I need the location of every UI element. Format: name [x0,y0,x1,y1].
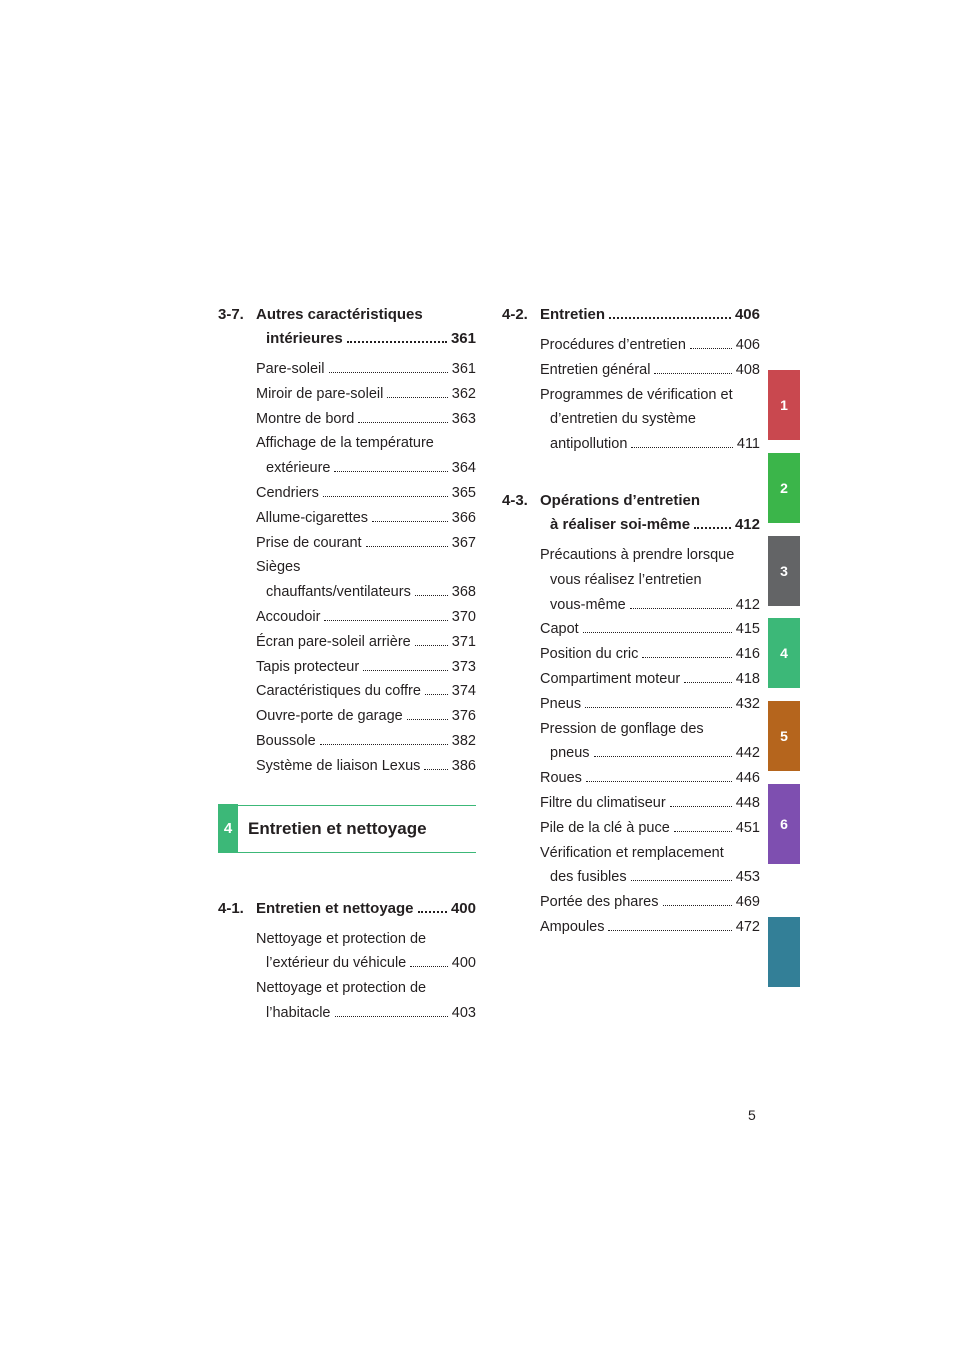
dot-leader [324,620,447,621]
toc-item[interactable] [256,481,476,506]
toc-item-text: Procédures d’entretien [540,337,686,353]
toc-item[interactable] [540,543,760,617]
toc-item[interactable] [540,642,760,667]
section-number: 3-7. [218,306,244,323]
toc-item[interactable] [540,890,760,915]
toc-items-4-2 [540,333,760,457]
toc-right-column [502,303,760,940]
toc-item-text: Boussole [256,732,316,749]
dot-leader [594,756,732,757]
toc-item-text: Roues [540,770,582,787]
toc-item-line [540,617,760,642]
toc-item-text: Système de liaison Lexus [256,757,421,774]
dot-leader [418,911,447,913]
chapter-tab-3[interactable]: 3 [768,536,800,606]
toc-item-text-cont: pneus [550,745,590,762]
toc-item-page: 367 [451,534,476,551]
toc-item-page: 365 [451,484,476,501]
toc-item[interactable] [256,754,476,779]
toc-item[interactable] [256,630,476,655]
dot-leader [586,781,732,782]
toc-items-3-7 [256,357,476,779]
dot-leader [690,348,732,349]
dot-leader [366,546,448,547]
toc-item[interactable] [256,531,476,556]
dot-leader [410,966,448,967]
toc-item-page: 366 [451,509,476,526]
toc-item-line [256,407,476,432]
toc-item[interactable] [540,333,760,358]
toc-item[interactable] [540,692,760,717]
toc-item-text: Pneus [540,695,582,712]
section-title: Autres caractéristiques [256,306,423,323]
toc-item-line [540,543,760,568]
toc-item[interactable] [256,605,476,630]
toc-item[interactable] [256,382,476,407]
dot-leader [609,317,731,319]
toc-item-line [540,568,760,593]
toc-item-text: Prise de courant [256,534,362,551]
toc-item[interactable] [256,679,476,704]
chapter-tab-index[interactable] [768,917,800,987]
toc-item-text-cont: extérieure [266,460,331,477]
section-title-cont: intérieures [266,330,343,347]
chapter-tab-4[interactable]: 4 [768,618,800,688]
toc-section-4-2[interactable] [502,303,760,327]
toc-item-page: 448 [735,794,760,811]
toc-item-line [256,506,476,531]
dot-leader [372,521,448,522]
toc-item-line [256,754,476,779]
toc-item-page: 386 [451,757,476,774]
dot-leader [415,595,448,596]
toc-item-text-cont: antipollution [550,436,628,453]
toc-item-line [256,456,476,481]
dot-leader [585,707,732,708]
dot-leader [424,769,447,770]
toc-item[interactable] [256,407,476,432]
toc-section-3-7[interactable] [218,303,476,351]
chapter-banner[interactable] [218,805,476,853]
toc-item[interactable] [540,791,760,816]
dot-leader [407,719,448,720]
dot-leader [654,373,731,374]
toc-item-text: Capot [540,621,579,638]
toc-item-page: 472 [735,918,760,935]
toc-item-page: 416 [735,646,760,663]
toc-item-page: 361 [451,361,476,377]
toc-item-line [256,555,476,580]
toc-item[interactable] [256,729,476,754]
toc-item-page: 453 [735,869,760,886]
dot-leader [631,880,732,881]
toc-item-line [540,766,760,791]
toc-section-4-1[interactable] [218,897,476,921]
dot-leader [347,341,447,343]
dot-leader [663,905,732,906]
toc-item[interactable] [540,841,760,891]
toc-item-line [256,580,476,605]
toc-item-text-cont: des fusibles [550,869,627,886]
toc-items-4-3 [540,543,760,940]
section-number: 4-3. [502,491,528,509]
toc-left-column [218,303,476,1026]
toc-item[interactable] [256,431,476,481]
toc-item-line [256,431,476,456]
section-title: Entretien [540,306,606,323]
toc-item[interactable] [540,383,760,457]
toc-item-page: 469 [735,894,760,911]
toc-item-line [256,382,476,407]
toc-item[interactable] [256,704,476,729]
toc-item-text: Entretien général [540,361,651,378]
toc-item-text-cont: l’habitacle [266,1004,331,1021]
toc-item-text: Montre de bord [256,410,355,427]
toc-item-text: Sièges [256,559,301,576]
chapter-title: Entretien et nettoyage [248,818,427,838]
dot-leader [387,397,447,398]
toc-item-page: 411 [736,436,760,453]
dot-leader [631,447,732,448]
section-number: 4-1. [218,899,244,917]
toc-item-line [540,383,760,408]
toc-item-page: 374 [451,683,476,700]
toc-item-text: Tapis protecteur [256,658,360,675]
section-page: 406 [734,306,760,323]
toc-item-line [256,531,476,556]
toc-item-text: Compartiment moteur [540,670,681,687]
toc-item-line [256,605,476,630]
dot-leader [320,744,448,745]
toc-item-line [540,407,760,432]
section-number: 4-2. [502,306,528,323]
toc-item-page: 415 [735,621,760,638]
toc-item-line [256,951,476,976]
section-page: 412 [734,515,760,533]
toc-items-4-1 [256,927,476,1026]
toc-item-line [540,692,760,717]
toc-item-page: 368 [451,584,476,601]
toc-item-text-cont: vous réalisez l’entretien [550,571,702,588]
toc-item-text: Affichage de la température [256,435,434,452]
toc-item-text: Ampoules [540,918,605,935]
toc-item-text: Nettoyage et protection de [256,980,427,997]
toc-item-text: Portée des phares [540,894,659,911]
toc-item-page: 364 [451,460,476,477]
toc-item[interactable] [256,655,476,680]
toc-item-page: 446 [735,770,760,787]
dot-leader [674,831,732,832]
toc-item-text: Écran pare-soleil arrière [256,633,411,650]
toc-item-page: 363 [451,410,476,427]
dot-leader [323,496,448,497]
section-page: 400 [450,899,476,917]
dot-leader [335,1016,448,1017]
toc-item-line [256,679,476,704]
toc-item-line [540,667,760,692]
toc-item[interactable] [540,816,760,841]
toc-item-line [256,655,476,680]
toc-item-line [540,841,760,866]
toc-item-page: 406 [735,337,760,353]
toc-item-line [540,816,760,841]
toc-item-line [540,432,760,457]
dot-leader [329,372,448,373]
toc-section-4-3[interactable] [502,489,760,537]
dot-leader [684,682,732,683]
toc-item-line [540,717,760,742]
toc-item[interactable] [256,555,476,605]
chapter-tab-2[interactable]: 2 [768,453,800,523]
toc-item-line [540,741,760,766]
toc-item-page: 451 [735,819,760,836]
toc-item-page: 382 [451,732,476,749]
dot-leader [642,657,731,658]
section-title-cont: à réaliser soi-même [550,515,691,533]
toc-item-text: Précautions à prendre lorsque [540,546,735,563]
toc-item-page: 408 [735,361,760,378]
toc-item-page: 418 [735,670,760,687]
toc-item-line [256,357,476,382]
dot-leader [694,527,731,529]
toc-item-line [540,358,760,383]
toc-item-text: Ouvre-porte de garage [256,708,403,725]
toc-item-text: Nettoyage et protection de [256,930,427,947]
toc-item-line [256,630,476,655]
toc-item-text: Allume-cigarettes [256,509,369,526]
dot-leader [608,930,731,931]
chapter-tab-5[interactable]: 5 [768,701,800,771]
toc-item-page: 432 [735,695,760,712]
section-title: Entretien et nettoyage [256,899,414,917]
toc-item[interactable] [540,667,760,692]
toc-item-page: 371 [451,633,476,650]
toc-item-line [256,729,476,754]
toc-item-text: Pile de la clé à puce [540,819,670,836]
toc-item[interactable] [256,506,476,531]
toc-item-page: 442 [735,745,760,762]
toc-item-text-cont: chauffants/ventilateurs [266,584,411,601]
dot-leader [363,670,448,671]
toc-item[interactable] [256,357,476,382]
toc-item-text: Accoudoir [256,608,321,625]
toc-item-text: Vérification et remplacement [540,844,724,861]
toc-item[interactable] [256,976,476,1026]
dot-leader [415,645,448,646]
toc-item-line [540,593,760,618]
toc-item[interactable] [540,915,760,940]
chapter-tab-6[interactable]: 6 [768,784,800,864]
toc-item[interactable] [540,717,760,767]
toc-item-text: Pression de gonflage des [540,720,704,737]
toc-item[interactable] [540,617,760,642]
toc-item-page: 412 [735,596,760,613]
toc-item-text: Position du cric [540,646,639,663]
toc-item-text: Programmes de vérification et [540,386,733,403]
toc-item-line [256,481,476,506]
toc-item-page: 400 [451,955,476,972]
dot-leader [630,608,732,609]
chapter-number-badge: 4 [218,804,238,852]
toc-item[interactable] [540,358,760,383]
toc-item-text: Pare-soleil [256,361,325,377]
toc-item-line [540,865,760,890]
toc-item-line [256,927,476,952]
toc-item-line [540,890,760,915]
dot-leader [425,694,448,695]
dot-leader [334,471,447,472]
toc-item-line [256,704,476,729]
page-number: 5 [748,1107,756,1123]
toc-item-text-cont: vous-même [550,596,626,613]
toc-item-line [540,791,760,816]
toc-item-line [256,1001,476,1026]
toc-item-text: Cendriers [256,484,319,501]
dot-leader [670,806,732,807]
toc-item-page: 362 [451,385,476,402]
toc-item-line [256,976,476,1001]
toc-item-line [540,333,760,358]
dot-leader [583,632,732,633]
dot-leader [358,422,447,423]
chapter-tab-1[interactable]: 1 [768,370,800,440]
toc-item-text-cont: l’extérieur du véhicule [266,955,407,972]
toc-item-text: Filtre du climatiseur [540,794,666,811]
toc-item[interactable] [540,766,760,791]
toc-item-line [540,915,760,940]
toc-item-text: Caractéristiques du coffre [256,683,421,700]
toc-item-text-cont: d’entretien du système [550,411,696,428]
toc-item[interactable] [256,927,476,977]
toc-item-page: 373 [451,658,476,675]
toc-item-page: 370 [451,608,476,625]
toc-item-line [540,642,760,667]
toc-item-text: Miroir de pare-soleil [256,385,384,402]
section-page: 361 [450,330,476,347]
section-title: Opérations d’entretien [540,491,701,509]
toc-item-page: 376 [451,708,476,725]
toc-item-page: 403 [451,1004,476,1021]
